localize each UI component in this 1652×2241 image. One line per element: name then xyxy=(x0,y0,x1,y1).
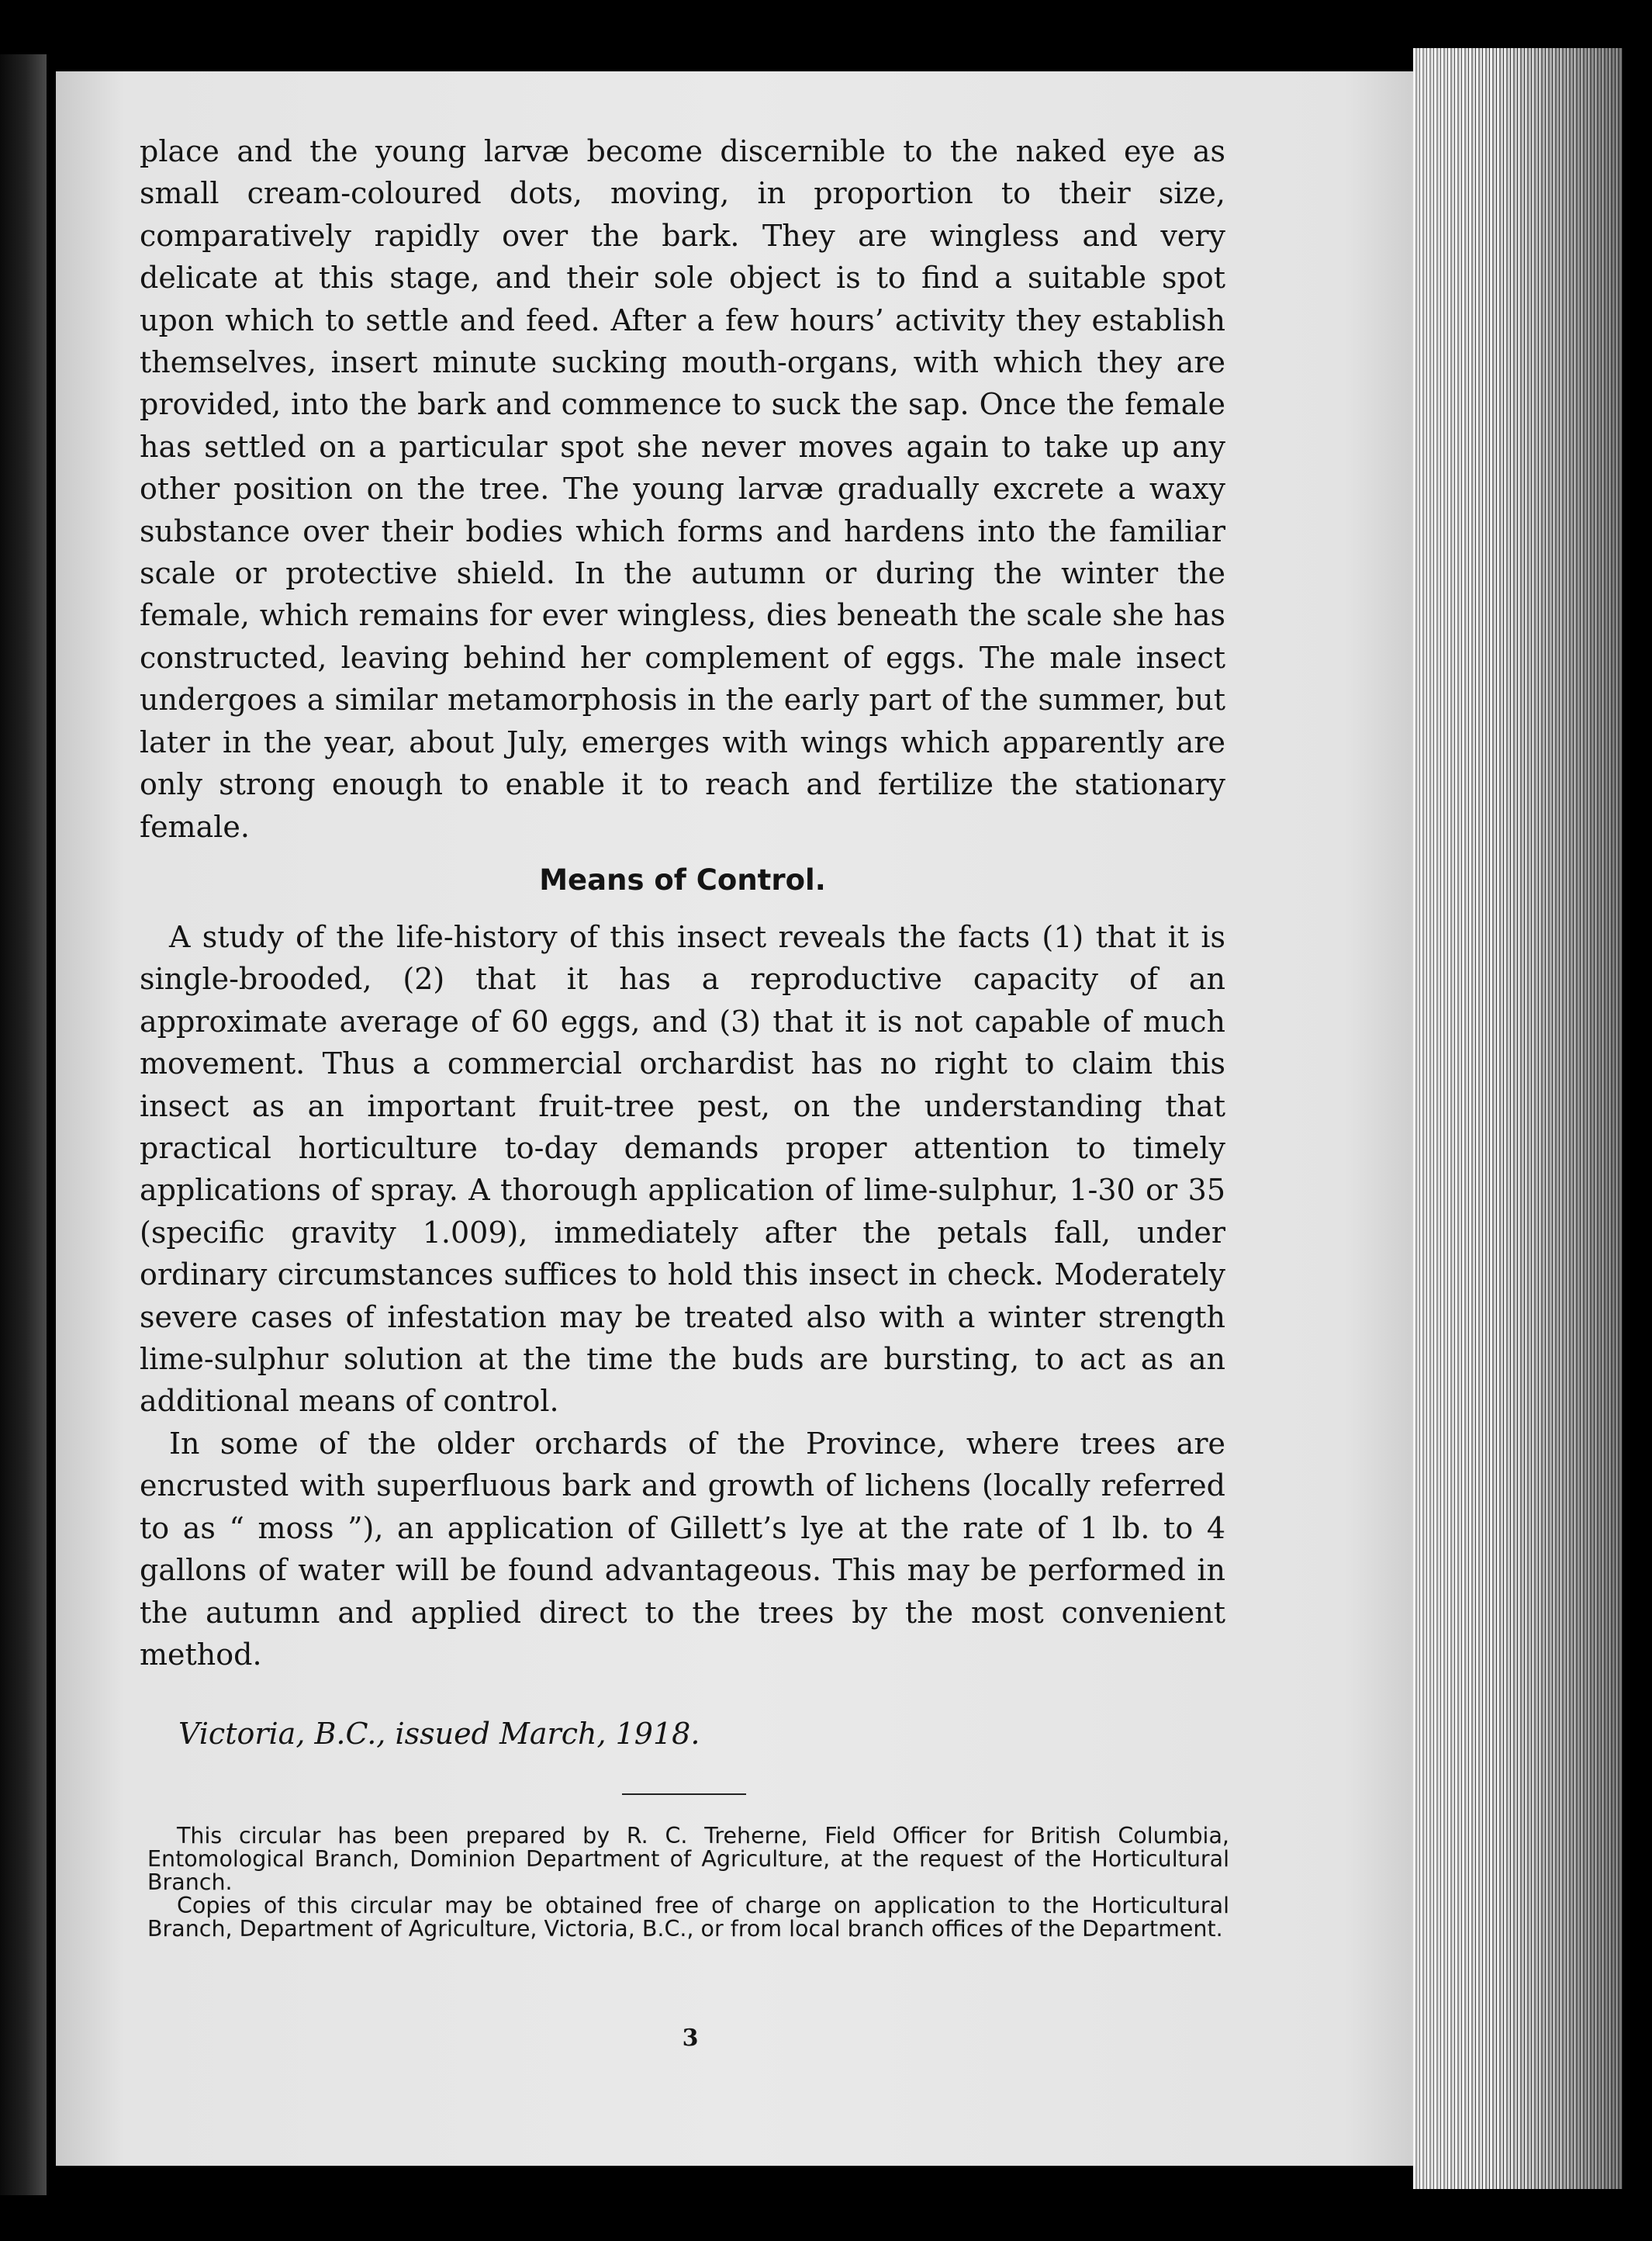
dateline: Victoria, B.C., issued March, 1918. xyxy=(178,1717,700,1751)
body-text xyxy=(140,130,1225,848)
page-number: 3 xyxy=(682,2025,699,2052)
control-paragraph-1: A study of the life-history of this insect reveals the facts (1) that it is single-brooded, (2) that it has a reproductive capacity of an approximate average of 60 eggs, and (3) that it is not capable of much movement. Thus a commercial orchardist has no right to claim this insect as an important fruit-tree pest, on the understanding that practical horticulture to-day demands proper attention to timely applications of spray. A thorough application of lime-sulphur, 1-30 or 35 (specific gravity 1.009), immediately after the petals fall, under ordinary circumstances suffices to hold this insect in check. Moderately severe cases of infestation may be treated also with a winter strength lime-sulphur solution at the time the buds are bursting, to act as an additional means of control. xyxy=(140,920,1225,1419)
footnote xyxy=(147,1824,1229,1941)
section-heading: Means of Control. xyxy=(539,863,826,897)
footnote-divider xyxy=(622,1793,746,1795)
facing-page-edge xyxy=(0,54,47,2195)
footnote-paragraph-2: Copies of this circular may be obtained free of charge on application to the Horticultural Branch, Department of Agriculture, Victoria, B.C., or from local branch offices of the Department. xyxy=(147,1893,1229,1942)
page-stack-edges xyxy=(1413,48,1623,2189)
control-paragraph-2: In some of the older orchards of the Province, where trees are encrusted with superfluous bark and growth of lichens (locally referred to as “ moss ”), an application of Gillett’s lye at the rate of 1 lb. to 4 gallons of water will be found advantageous. This may be performed in the autumn and applied direct to the trees by the most convenient method. xyxy=(140,1426,1225,1672)
body-paragraph: place and the young larvæ become discernible to the naked eye as small cream-coloured dots, moving, in proportion to their size, comparatively rapidly over the bark. They are wingless and very delicate at this stage, and their sole object is to find a suitable spot upon which to settle and feed. After a few hours’ activity they establish themselves, insert minute sucking mouth-organs, with which they are provided, into the bark and commence to suck the sap. Once the female has settled on a particular spot she never moves again to take up any other position on the tree. The young larvæ gradually excrete a waxy substance over their bodies which forms and hardens into the familiar scale or protective shield. In the autumn or during the winter the female, which remains for ever wingless, dies beneath the scale she has constructed, leaving behind her complement of eggs. The male insect undergoes a similar metamorphosis in the early part of the summer, but later in the year, about July, emerges with wings which apparently are only strong enough to enable it to reach and fertilize the stationary female. xyxy=(140,134,1225,844)
footnote-paragraph-1: This circular has been prepared by R. C. Treherne, Field Officer for British Columbia, Entomological Branch, Dominion Department of Agriculture, at the request of the Horticultural Branch. xyxy=(147,1823,1229,1895)
control-section-text xyxy=(140,916,1225,1676)
